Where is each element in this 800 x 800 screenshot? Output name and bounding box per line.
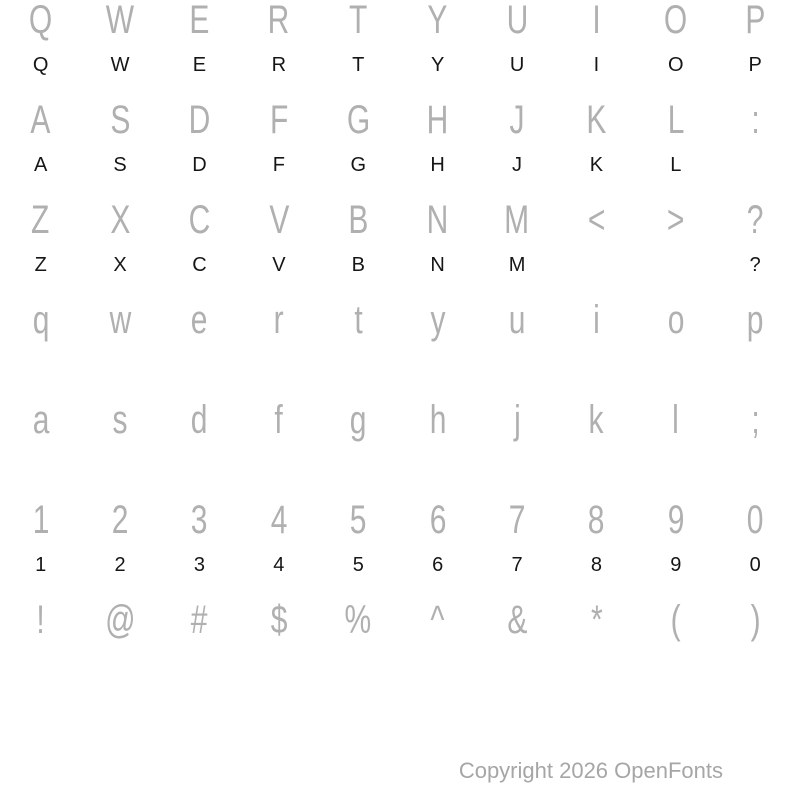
glyph-cell (1, 400, 80, 500)
display-glyph-large: s (112, 398, 128, 442)
font-glyph-small: W (110, 54, 130, 76)
font-glyph-small: Y (430, 54, 445, 76)
display-glyph-large: N (426, 198, 449, 242)
glyph-cell (1, 200, 80, 300)
glyph-cell (160, 100, 239, 200)
font-glyph-small: S (113, 154, 127, 176)
glyph-cell (716, 600, 795, 700)
display-glyph-large: D (188, 98, 211, 142)
font-glyph-small: U (509, 54, 525, 76)
glyph-cell (557, 400, 636, 500)
display-glyph-large: A (30, 98, 51, 142)
display-glyph-large: J (509, 98, 525, 142)
display-glyph-large: X (110, 198, 131, 242)
glyph-cell (319, 200, 398, 300)
font-glyph-small: J (512, 154, 523, 176)
display-glyph-large: ? (746, 198, 764, 242)
glyph-cell (80, 400, 159, 500)
glyph-row (0, 200, 796, 300)
font-glyph-small: D (192, 154, 207, 176)
glyph-cell (636, 300, 715, 400)
display-glyph-large: P (745, 0, 766, 42)
glyph-cell (239, 500, 318, 600)
glyph-cell (1, 100, 80, 200)
font-glyph-small: 2 (114, 554, 126, 576)
glyph-cell (477, 200, 556, 300)
font-glyph-small: A (34, 154, 48, 176)
glyph-cell (716, 400, 795, 500)
display-glyph-large: 2 (111, 498, 129, 542)
display-glyph-large: S (110, 98, 131, 142)
glyph-cell (239, 0, 318, 100)
glyph-row (0, 100, 796, 200)
glyph-cell (477, 500, 556, 600)
glyph-cell (1, 0, 80, 100)
glyph-cell (160, 400, 239, 500)
glyph-cell (636, 0, 715, 100)
font-glyph-small: 0 (749, 554, 761, 576)
display-glyph-large: 7 (508, 498, 526, 542)
font-glyph-small: T (352, 54, 365, 76)
glyph-cell (319, 600, 398, 700)
display-glyph-large: q (32, 298, 50, 342)
display-glyph-large: j (513, 398, 521, 442)
display-glyph-large: < (587, 198, 606, 242)
glyph-cell (398, 100, 477, 200)
display-glyph-large: 8 (588, 498, 605, 542)
display-glyph-large: ( (670, 598, 681, 642)
display-glyph-large: : (751, 98, 760, 142)
font-glyph-small: M (508, 254, 526, 276)
display-glyph-large: @ (104, 598, 136, 642)
glyph-cell (477, 100, 556, 200)
glyph-cell (636, 500, 715, 600)
display-glyph-large: g (349, 398, 367, 442)
display-glyph-large: M (504, 198, 530, 242)
font-glyph-small: K (589, 154, 604, 176)
display-glyph-large: L (667, 98, 685, 142)
font-glyph-small: V (272, 254, 286, 276)
glyph-cell (557, 100, 636, 200)
font-glyph-small: O (668, 54, 684, 76)
glyph-cell (398, 500, 477, 600)
display-glyph-large: a (32, 398, 50, 442)
glyph-cell (716, 0, 795, 100)
display-glyph-large: 4 (270, 498, 288, 542)
glyph-row (0, 300, 796, 400)
glyph-cell (557, 300, 636, 400)
glyph-cell (160, 600, 239, 700)
display-glyph-large: > (667, 198, 685, 242)
glyph-cell (398, 0, 477, 100)
font-glyph-small: 6 (432, 554, 444, 576)
glyph-cell (80, 300, 159, 400)
display-glyph-large: Y (427, 0, 448, 42)
display-glyph-large: ) (750, 598, 761, 642)
display-glyph-large: & (507, 598, 528, 642)
glyph-cell (160, 300, 239, 400)
font-glyph-small: 8 (590, 554, 602, 576)
display-glyph-large: $ (270, 598, 288, 642)
glyph-cell (239, 100, 318, 200)
glyph-cell (716, 500, 795, 600)
display-glyph-large: u (508, 298, 526, 342)
glyph-cell (80, 0, 159, 100)
display-glyph-large: Q (29, 0, 53, 42)
display-glyph-large: ; (751, 398, 760, 442)
display-glyph-large: H (426, 98, 449, 142)
display-glyph-large: d (191, 398, 208, 442)
font-glyph-small: Z (34, 254, 47, 276)
font-glyph-small: 7 (511, 554, 523, 576)
display-glyph-large: ! (36, 598, 45, 642)
display-glyph-large: 9 (667, 498, 685, 542)
glyph-cell (80, 200, 159, 300)
glyph-cell (239, 300, 318, 400)
font-glyph-small: 1 (35, 554, 47, 576)
font-glyph-small: G (350, 154, 367, 176)
glyph-cell (239, 600, 318, 700)
display-glyph-large: t (354, 298, 363, 342)
display-glyph-large: ^ (430, 598, 445, 642)
glyph-cell (716, 200, 795, 300)
font-glyph-small: H (430, 154, 445, 176)
display-glyph-large: O (664, 0, 688, 42)
font-glyph-small: X (113, 254, 127, 276)
glyph-cell (239, 200, 318, 300)
display-glyph-large: 6 (429, 498, 446, 542)
glyph-cell (477, 0, 556, 100)
glyph-cell (1, 600, 80, 700)
glyph-cell (80, 500, 159, 600)
display-glyph-large: i (593, 298, 600, 342)
glyph-cell (477, 600, 556, 700)
glyph-cell (477, 400, 556, 500)
font-glyph-small: 4 (273, 554, 285, 576)
display-glyph-large: B (348, 198, 369, 242)
font-glyph-small: C (192, 254, 207, 276)
glyph-cell (398, 600, 477, 700)
glyph-cell (716, 300, 795, 400)
display-glyph-large: I (592, 0, 601, 42)
glyph-row (0, 400, 796, 500)
display-glyph-large: Z (31, 198, 50, 242)
glyph-row (0, 0, 796, 100)
display-glyph-large: R (268, 0, 290, 42)
glyph-cell (160, 200, 239, 300)
glyph-cell (319, 0, 398, 100)
display-glyph-large: 0 (746, 498, 764, 542)
glyph-cell (557, 500, 636, 600)
display-glyph-large: y (430, 298, 446, 342)
font-glyph-small: R (271, 54, 287, 76)
glyph-cell (319, 100, 398, 200)
glyph-cell (80, 600, 159, 700)
glyph-cell (557, 600, 636, 700)
display-glyph-large: e (191, 298, 208, 342)
font-glyph-small: ? (749, 254, 761, 276)
display-glyph-large: 1 (32, 498, 50, 542)
display-glyph-large: p (746, 298, 764, 342)
display-glyph-large: E (189, 0, 210, 42)
font-glyph-small: P (748, 54, 762, 76)
display-glyph-large: F (269, 98, 289, 142)
glyph-cell (319, 500, 398, 600)
glyph-cell (319, 400, 398, 500)
font-glyph-small: 9 (670, 554, 682, 576)
display-glyph-large: G (346, 98, 370, 142)
display-glyph-large: 3 (191, 498, 208, 542)
glyph-cell (80, 100, 159, 200)
font-glyph-small: F (272, 154, 285, 176)
font-glyph-small: L (670, 154, 682, 176)
font-glyph-small: E (192, 54, 207, 76)
glyph-cell (319, 300, 398, 400)
display-glyph-large: U (506, 0, 528, 42)
display-glyph-large: * (590, 598, 603, 642)
display-glyph-large: W (105, 0, 135, 42)
display-glyph-large: k (588, 398, 604, 442)
glyph-cell (716, 100, 795, 200)
glyph-cell (398, 200, 477, 300)
glyph-cell (398, 400, 477, 500)
font-glyph-small: I (593, 54, 600, 76)
font-glyph-small: B (351, 254, 365, 276)
font-glyph-small: 5 (352, 554, 364, 576)
display-glyph-large: V (268, 198, 289, 242)
glyph-row (0, 500, 796, 600)
glyph-cell (1, 500, 80, 600)
display-glyph-large: 5 (349, 498, 367, 542)
display-glyph-large: % (344, 598, 372, 642)
display-glyph-large: K (586, 98, 607, 142)
display-glyph-large: l (672, 398, 680, 442)
display-glyph-large: w (109, 298, 131, 342)
display-glyph-large: T (349, 0, 368, 42)
glyph-cell (398, 300, 477, 400)
glyph-cell (636, 600, 715, 700)
display-glyph-large: # (191, 598, 208, 642)
font-glyph-small: N (430, 254, 445, 276)
glyph-cell (160, 0, 239, 100)
glyph-cell (1, 300, 80, 400)
display-glyph-large: r (273, 298, 284, 342)
font-glyph-small: Q (32, 54, 49, 76)
glyph-cell (557, 200, 636, 300)
copyright-text: Copyright 2026 OpenFonts (458, 758, 723, 783)
display-glyph-large: f (274, 398, 284, 442)
glyph-cell (477, 300, 556, 400)
glyph-cell (636, 200, 715, 300)
display-glyph-large: C (188, 198, 211, 242)
glyph-row (0, 600, 796, 700)
glyph-cell (239, 400, 318, 500)
glyph-cell (636, 100, 715, 200)
display-glyph-large: o (667, 298, 685, 342)
display-glyph-large: h (429, 398, 446, 442)
glyph-cell (557, 0, 636, 100)
glyph-cell (636, 400, 715, 500)
font-glyph-small: 3 (193, 554, 206, 576)
glyph-cell (160, 500, 239, 600)
